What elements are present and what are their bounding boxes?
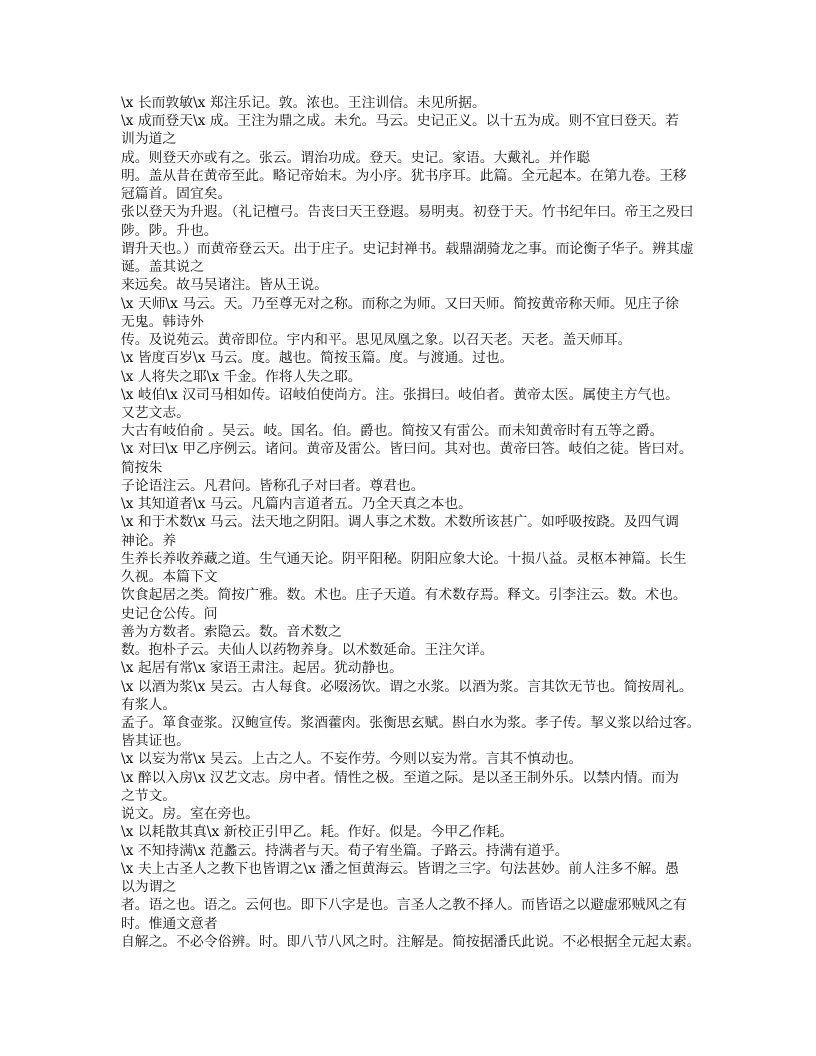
text-line: \x 和于术数\x 马云。法天地之阴阳。调人事之术数。术数所该甚广。如呼吸按跷。及四气调: [121, 514, 679, 531]
text-line: 孟子。箪食壶浆。汉鲍宣传。浆酒藿肉。张衡思玄赋。斟白水为浆。孝子传。挈义浆以给过客。: [121, 714, 701, 731]
text-line: 诞。盖其说之: [121, 259, 204, 276]
text-line: 无鬼。韩诗外: [121, 313, 204, 330]
document-body: [121, 94, 721, 951]
text-line: 来远矣。故马吴诸注。皆从王说。: [121, 277, 328, 294]
text-line: 张以登天为升遐。（礼记檀弓。告丧曰天王登遐。易明夷。初登于天。竹书纪年曰。帝王之殁曰: [121, 204, 694, 221]
text-line: 数。抱朴子云。夫仙人以药物养身。以术数延命。王注欠详。: [121, 642, 494, 659]
text-line: \x 其知道者\x 马云。凡篇内言道者五。乃全天真之本也。: [121, 496, 472, 513]
text-line: \x 对曰\x 甲乙序例云。诸问。黄帝及雷公。皆曰问。其对也。黄帝曰答。岐伯之徒。皆曰对。: [121, 441, 693, 458]
text-line: 有浆人。: [121, 696, 177, 713]
text-line: 以为谓之: [121, 879, 177, 896]
text-line: 者。语之也。语之。云何也。即下八字是也。言圣人之教不择人。而皆语之以避虚邪贼风之有: [121, 897, 687, 914]
text-line: 善为方数者。索隐云。数。音术数之: [121, 623, 342, 640]
text-line: 说文。房。室在旁也。: [121, 806, 259, 823]
text-line: 时。惟通文意者: [121, 915, 218, 932]
text-line: \x 以耗散其真\x 新校正引甲乙。耗。作好。似是。今甲乙作耗。: [121, 824, 514, 841]
text-line: 谓升天也。）而黄帝登云天。出于庄子。史记封禅书。载鼎湖骑龙之事。而论衡子华子。辨其虚: [121, 240, 694, 257]
text-line: 大古有岐伯俞 。吴云。岐。国名。伯。爵也。简按又有雷公。而未知黄帝时有五等之爵。: [121, 423, 664, 440]
text-line: \x 长而敦敏\x 郑注乐记。敦。浓也。王注训信。未见所据。: [121, 95, 486, 111]
text-line: 传。及说苑云。黄帝即位。宇内和平。思见凤凰之象。以召天老。天老。盖天师耳。: [121, 332, 632, 349]
text-line: 自解之。不必令俗辨。时。即八节八风之时。注解是。简按据潘氏此说。不必根据全元起太素。: [121, 933, 701, 950]
text-line: 久视。本篇下文: [121, 569, 218, 586]
text-line: 训为道之: [121, 131, 177, 148]
text-line: 皆其证也。: [121, 733, 190, 750]
text-line: \x 以酒为浆\x 吴云。古人每食。必啜汤饮。谓之水浆。以酒为浆。言其饮无节也。简按周礼。: [121, 678, 693, 695]
text-line: 陟。陟。升也。: [121, 222, 218, 239]
text-line: \x 成而登天\x 成。王注为鼎之成。未允。马云。史记正义。以十五为成。则不宜曰登天。若: [121, 113, 679, 130]
text-line: 成。则登天亦或有之。张云。谓治功成。登天。史记。家语。大戴礼。并作聪: [121, 149, 591, 166]
text-line: 神论。养: [121, 532, 177, 549]
text-line: \x 岐伯\x 汉司马相如传。诏岐伯使尚方。注。张揖曰。岐伯者。黄帝太医。属使主方气也。: [121, 386, 679, 403]
text-line: \x 夫上古圣人之教下也皆谓之\x 潘之恒黄海云。皆谓之三字。句法甚妙。前人注多不解。愚: [121, 860, 679, 877]
text-line: 饮食起居之类。简按广雅。数。术也。庄子天道。有术数存焉。释文。引李注云。数。术也。: [121, 587, 687, 604]
text-line: 生养长养收养藏之道。生气通天论。阴平阳秘。阴阳应象大论。十损八益。灵枢本神篇。长生: [121, 550, 687, 567]
text-line: \x 天师\x 马云。天。乃至尊无对之称。而称之为师。又曰天师。简按黄帝称天师。见庄子徐: [121, 295, 679, 312]
text-line: 冠篇首。固宜矣。: [121, 186, 232, 203]
text-line: 之节文。: [121, 787, 177, 804]
text-line: 史记仓公传。问: [121, 605, 218, 622]
text-line: 简按朱: [121, 459, 163, 476]
text-line: \x 起居有常\x 家语王肃注。起居。犹动静也。: [121, 660, 403, 677]
text-line: 明。盖从昔在黄帝至此。略记帝始末。为小序。犹书序耳。此篇。全元起本。在第九卷。王移: [121, 167, 687, 184]
text-line: 又艺文志。: [121, 404, 190, 421]
text-line: \x 皆度百岁\x 马云。度。越也。简按玉篇。度。与渡通。过也。: [121, 350, 514, 367]
text-line: 子论语注云。凡君问。皆称孔子对曰者。尊君也。: [121, 477, 425, 494]
text-line: \x 以妄为常\x 吴云。上古之人。不妄作劳。今则以妄为常。言其不慎动也。: [121, 751, 583, 768]
text-line: \x 不知持满\x 范蠡云。持满者与天。荀子宥坐篇。子路云。持满有道乎。: [121, 842, 569, 859]
text-line: \x 人将失之耶\x 千金。作将人失之耶。: [121, 368, 362, 385]
text-line: \x 醉以入房\x 汉艺文志。房中者。情性之极。至道之际。是以圣王制外乐。以禁内情。而为: [121, 769, 679, 786]
